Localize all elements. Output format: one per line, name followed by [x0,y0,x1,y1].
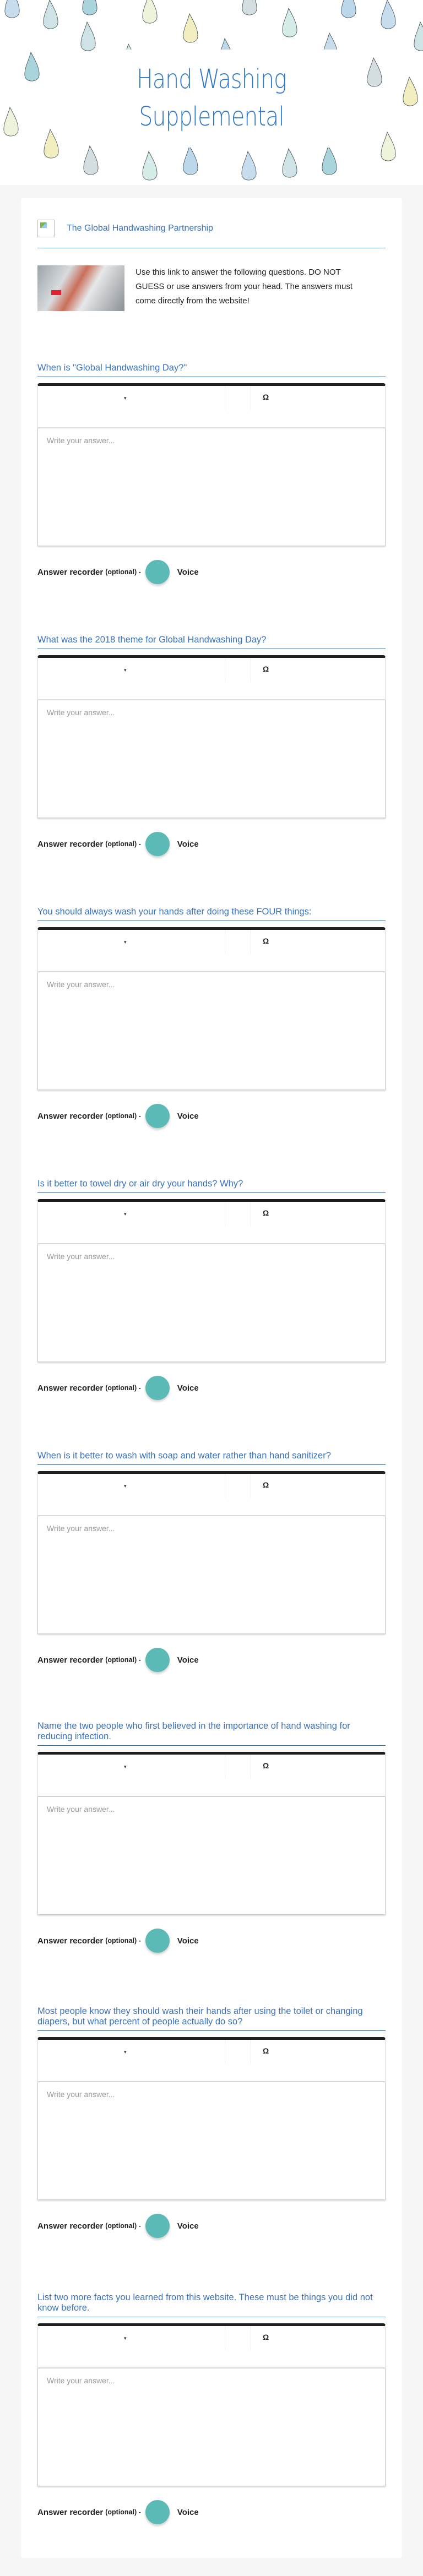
raindrop-icon [283,8,297,37]
record-voice-button[interactable] [145,2500,170,2524]
special-character-button[interactable]: Ω [263,1480,269,1489]
raindrop-icon [44,0,58,29]
question-section [37,363,386,586]
editor-toolbar [37,1199,386,1244]
answer-textarea[interactable]: Write your answer... [37,972,386,1090]
answer-textarea[interactable]: Write your answer... [37,1244,386,1362]
recorder-label: Answer recorder [37,1111,104,1121]
answer-editor [37,655,386,818]
raindrop-icon [283,149,297,177]
question-section [37,907,386,1130]
question-section [37,1179,386,1402]
recorder-label: Answer recorder [37,1383,104,1393]
handwashing-photo [37,265,124,311]
editor-toolbar [37,1752,386,1796]
recorder-label: Answer recorder [37,567,104,577]
answer-recorder [37,1927,386,1954]
record-voice-button[interactable] [145,560,170,584]
question-title: Is it better to towel dry or air dry your hands? Why? [37,1179,386,1193]
question-section [37,2006,386,2240]
page-title [0,61,423,135]
recorder-optional: (optional) - [105,840,141,848]
record-voice-button[interactable] [145,1929,170,1953]
answer-textarea[interactable]: Write your answer... [37,2368,386,2486]
question-section [37,635,386,858]
recorder-optional: (optional) - [105,2508,141,2516]
special-character-button[interactable]: Ω [263,2333,269,2341]
question-title: What was the 2018 theme for Global Handwashing Day? [37,635,386,649]
question-title: Name the two people who first believed in the importance of hand washing for reducing infection. [37,1721,386,1746]
recorder-optional: (optional) - [105,2222,141,2230]
raindrop-icon [5,0,19,18]
format-dropdown-caret-icon[interactable]: ▾ [124,667,127,673]
raindrop-icon [242,0,257,15]
raindrop-icon [242,151,256,180]
raindrop-icon [83,0,97,15]
format-dropdown-caret-icon[interactable]: ▾ [124,1764,127,1769]
voice-label: Voice [177,1655,199,1665]
page-title-line2: Supplemental [139,101,284,132]
answer-textarea[interactable]: Write your answer... [37,428,386,546]
raindrop-icon [381,132,395,161]
intro-block [37,265,386,311]
header-banner [0,0,423,185]
recorder-optional: (optional) - [105,1937,141,1945]
recorder-label: Answer recorder [37,839,104,849]
voice-label: Voice [177,839,199,849]
special-character-button[interactable]: Ω [263,1761,269,1770]
voice-label: Voice [177,1383,199,1393]
recorder-label: Answer recorder [37,1655,104,1665]
question-title: You should always wash your hands after doing these FOUR things: [37,907,386,921]
voice-label: Voice [177,1111,199,1121]
question-section [37,2292,386,2526]
answer-editor [37,1752,386,1915]
answer-recorder [37,1102,386,1130]
voice-label: Voice [177,1936,199,1946]
format-dropdown-caret-icon[interactable]: ▾ [124,2335,127,2341]
editor-toolbar [37,2323,386,2368]
recorder-label: Answer recorder [37,1936,104,1946]
record-voice-button[interactable] [145,1376,170,1400]
answer-editor [37,927,386,1090]
raindrop-icon [381,0,395,29]
answer-textarea[interactable]: Write your answer... [37,1516,386,1634]
editor-toolbar [37,927,386,972]
special-character-button[interactable]: Ω [263,2046,269,2055]
raindrop-icon [143,151,157,180]
record-voice-button[interactable] [145,1648,170,1672]
answer-recorder [37,1646,386,1674]
special-character-button[interactable]: Ω [263,393,269,401]
raindrop-icon [183,146,198,175]
answer-editor [37,1199,386,1362]
answer-recorder [37,2212,386,2240]
recorder-label: Answer recorder [37,2507,104,2517]
page-title-line1: Hand Washing [137,64,286,95]
answer-recorder [37,558,386,586]
recorder-optional: (optional) - [105,1656,141,1664]
voice-label: Voice [177,567,199,577]
format-dropdown-caret-icon[interactable]: ▾ [124,2049,127,2055]
raindrop-icon [183,14,198,42]
raindrop-icon [81,22,95,51]
format-dropdown-caret-icon[interactable]: ▾ [124,1211,127,1217]
raindrop-icon [341,0,356,18]
resource-link[interactable]: The Global Handwashing Partnership [67,224,213,233]
raindrop-icon [84,146,98,175]
record-voice-button[interactable] [145,1104,170,1128]
answer-textarea[interactable]: Write your answer... [37,700,386,818]
recorder-optional: (optional) - [105,568,141,576]
special-character-button[interactable]: Ω [263,1208,269,1217]
answer-editor [37,383,386,546]
recorder-optional: (optional) - [105,1112,141,1120]
answer-textarea[interactable]: Write your answer... [37,2082,386,2200]
record-voice-button[interactable] [145,2214,170,2238]
special-character-button[interactable]: Ω [263,665,269,673]
answer-editor [37,1471,386,1634]
editor-toolbar [37,655,386,700]
editor-toolbar [37,1471,386,1516]
recorder-label: Answer recorder [37,2221,104,2231]
question-title: When is "Global Handwashing Day?" [37,363,386,377]
editor-toolbar [37,2037,386,2082]
answer-recorder [37,1374,386,1402]
question-section [37,1721,386,1954]
worksheet-card [21,198,402,2558]
raindrop-icon [143,0,157,23]
raindrop-icon [414,22,423,51]
voice-label: Voice [177,2507,199,2517]
answer-editor [37,2323,386,2486]
question-section [37,1451,386,1674]
format-dropdown-caret-icon[interactable]: ▾ [124,1483,127,1489]
recorder-optional: (optional) - [105,1384,141,1392]
intro-text: Use this link to answer the following questions. DO NOT GUESS or use answers from your head. The answers must come directly from the website! [135,268,353,306]
format-dropdown-caret-icon[interactable]: ▾ [124,939,127,945]
answer-textarea[interactable]: Write your answer... [37,1796,386,1915]
broken-image-icon [37,220,55,237]
answer-recorder [37,2498,386,2526]
question-title: Most people know they should wash their hands after using the toilet or changing diapers, but what percent of people actually do so? [37,2006,386,2031]
voice-label: Voice [177,2221,199,2231]
editor-toolbar [37,383,386,428]
resource-link-row [37,198,386,248]
format-dropdown-caret-icon[interactable]: ▾ [124,395,127,401]
question-title: List two more facts you learned from this website. These must be things you did not know before. [37,2292,386,2317]
answer-recorder [37,830,386,858]
record-voice-button[interactable] [145,832,170,856]
special-character-button[interactable]: Ω [263,936,269,945]
raindrop-icon [322,146,337,175]
answer-editor [37,2037,386,2200]
question-title: When is it better to wash with soap and water rather than hand sanitizer? [37,1451,386,1465]
